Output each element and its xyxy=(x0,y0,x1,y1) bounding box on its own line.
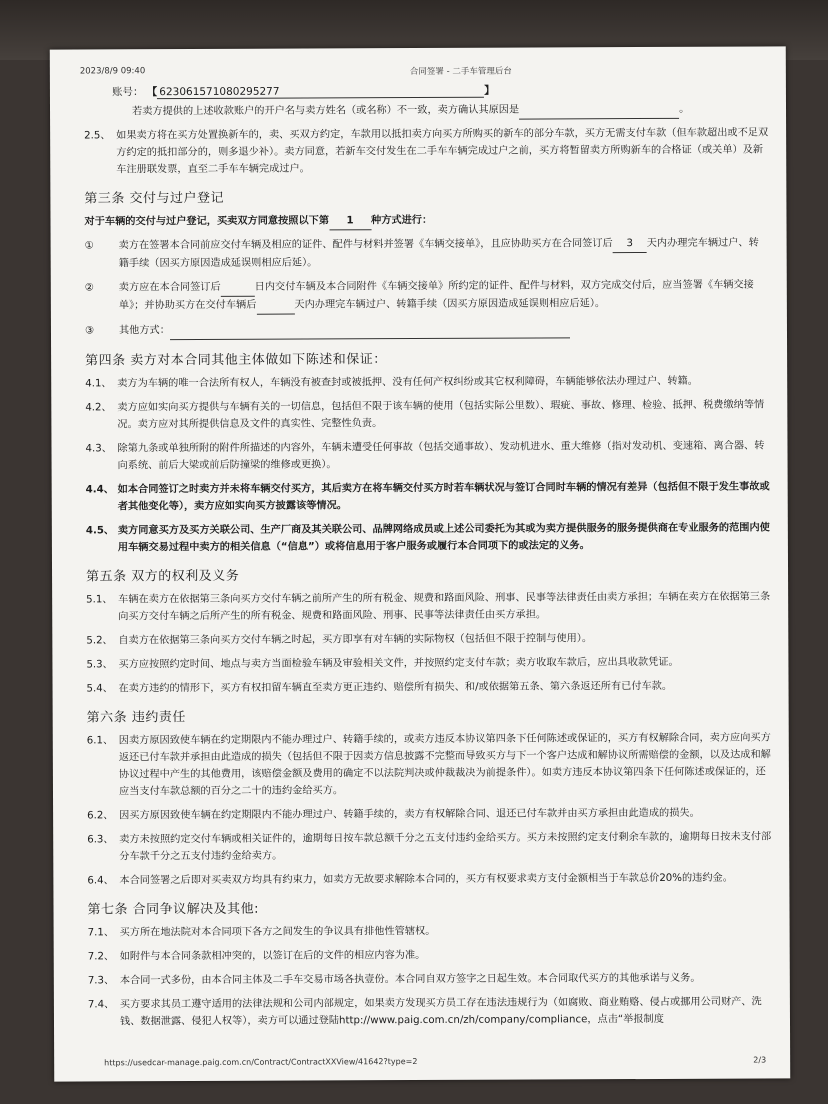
option-1-text-end: 天内办理完车辆过户、转籍手续（因买方原因造成延误则相应后延）。 xyxy=(118,237,759,270)
account-line xyxy=(112,83,495,100)
option-2-text: 卖方应在本合同签订后 xyxy=(118,281,221,294)
clause-4-4 xyxy=(86,478,770,515)
account-close-bracket: 】 xyxy=(484,84,495,97)
option-3-text: 其他方式： xyxy=(118,325,170,337)
delivery-intro-end: 种方式进行： xyxy=(370,214,433,227)
delivery-intro: 对于车辆的交付与过户登记，买卖双方同意按照以下第 xyxy=(84,215,330,228)
contract-page xyxy=(50,46,790,1081)
mismatch-text: 若卖方提供的上述收款账户的开户名与卖方姓名（或名称）不一致，卖方确认其原因是 xyxy=(131,104,520,118)
clause-text: 卖方为车辆的唯一合法所有权人，车辆没有被查封或被抵押、没有任何产权纠纷或其它权利障碍，车辆能够依法办理过户、转籍。 xyxy=(117,375,698,390)
clause-text: 买方应按照约定时间、地点与卖方当面检验车辆及审验相关文件，并按照约定支付车款；卖方收取车款后，应出具收款凭证。 xyxy=(118,656,679,671)
clause-text: 因卖方原因致使车辆在约定期限内不能办理过户、转籍手续的，或卖方违反本协议第四条下任何陈述或保证的，买方有权解除合同，卖方应向买方返还已付车款并承担由此造成的损失（包括但不限于因卖方信息披露不完整而导致买方与下一个客户达成和解协议所需赔偿的金额，以及达成和解协议过程中产生的其他费用，该赔偿金额及费用的确定不以法院判决或仲裁裁决为前提条件）。如卖方违反本协议第四条下任何陈述或保证的，还应当支付车款总额的百分之二十的违约金给买方。 xyxy=(118,732,771,798)
clause-number: 7.1、 xyxy=(87,927,115,939)
clause-4-3 xyxy=(85,437,769,474)
option-2-text-mid: 日内交付车辆及本合同附件《车辆交接单》所约定的证件、配件与材料，双方完成交付后，应当签署《车辆交接单》；并协助买方在交付车辆后 xyxy=(118,279,754,312)
clause-text: 在卖方违约的情形下，买方有权扣留车辆直至卖方更正违约、赔偿所有损失、和/或依据第五条、第六条返还所有已付车款。 xyxy=(118,680,673,695)
clause-text: 如本合同签订之时卖方并未将车辆交付买方，其后卖方在将车辆交付买方时若车辆状况与签订合同时车辆的情况有差异（包括但不限于发生事故或者其他变化等），卖方应如实向买方披露该等情况。 xyxy=(117,481,770,513)
clause-5-4 xyxy=(87,677,771,697)
clause-7-4 xyxy=(88,993,772,1030)
clause-text: 卖方未按照约定交付车辆或相关证件的，逾期每日按车款总额千分之五支付违约金给买方。买方未按照约定支付剩余车款的，逾期每日按未支付部分车款千分之五支付违约金给卖方。 xyxy=(119,831,772,863)
clause-number: 6.2、 xyxy=(87,810,114,822)
delivery-method-number: 1 xyxy=(329,212,371,230)
clause-7-1 xyxy=(88,921,772,941)
account-open-bracket: 【 xyxy=(146,86,158,99)
section-7-title: 第七条 合同争议解决及其他: xyxy=(87,901,260,918)
account-number: 623061571080295277 xyxy=(157,85,484,99)
page-number: 2/3 xyxy=(753,1055,767,1065)
page-url: https://usedcar-manage.paig.com.cn/Contract/ContractXXView/41642?type=2 xyxy=(104,1057,418,1068)
clause-number: 4.2、 xyxy=(85,402,112,414)
clause-number: 5.3、 xyxy=(86,659,113,671)
clause-number: 7.2、 xyxy=(87,951,115,963)
clause-number: 7.3、 xyxy=(87,975,115,987)
account-label: 账号： xyxy=(111,86,144,99)
option-2 xyxy=(85,276,769,315)
clause-6-2 xyxy=(87,804,771,824)
clause-text: 如果卖方将在买方处置换新车的，卖、买双方约定，车款用以抵扣卖方向买方所购买的新车的部分车款，买方无需支付车款（但车款超出或不足双方约定的抵扣部分的，则多退少补）。卖方同意，若新车交付发生在二手车车辆完成过户之前，买方将暂留卖方所购新车的合格证（或关单）及新车注册联发票，直至二手车车辆完成过户。 xyxy=(116,127,769,176)
clause-text: 买方要求其员工遵守适用的法律法规和公司内部规定，如果卖方发现买方员工存在违法违规行为（如腐败、商业贿赂、侵占或挪用公司财产、洗钱、数据泄露、侵犯人权等），卖方可以通过登陆http://www.paig.com.cn/zh/company/compliance，点击“举报制度 xyxy=(119,996,762,1028)
option-number: ① xyxy=(84,240,94,252)
clause-4-5 xyxy=(86,519,770,556)
clause-number: 5.2、 xyxy=(86,635,113,647)
clause-number: 5.1、 xyxy=(86,594,113,606)
print-footer xyxy=(104,1055,767,1068)
clause-6-1 xyxy=(87,729,771,800)
option-number: ② xyxy=(84,282,94,294)
section-4-title: 第四条 卖方对本合同其他主体做如下陈述和保证： xyxy=(85,352,387,369)
clause-5-3 xyxy=(86,653,770,673)
clause-number: 4.5、 xyxy=(85,525,115,537)
option-1-text: 卖方在签署本合同前应交付车辆及相应的证件、配件与材料并签署《车辆交接单》，且应协助买方在合同签订后 xyxy=(118,238,613,252)
option-2-text-end: 天内办理完车辆过户、转籍手续（因买方原因造成延误则相应后延）。 xyxy=(294,298,606,311)
clause-text: 除第九条或单独所附的附件所描述的内容外，车辆未遭受任何事故（包括交通事故）、发动机进水、重大维修（指对发动机、变速箱、离合器、转向系统、前后大梁或前后防撞梁的维修或更换）。 xyxy=(117,440,765,472)
clause-number: 4.4、 xyxy=(85,484,114,496)
clause-number: 4.1、 xyxy=(85,378,112,390)
clause-6-4 xyxy=(87,869,771,889)
clause-number: 4.3、 xyxy=(85,443,112,455)
option-1-days: 3 xyxy=(613,235,647,253)
clause-text: 本合同一式多份，由本合同主体及二手车交易市场各执壹份。本合同自双方签字之日起生效。本合同取代买方的其他承诺与义务。 xyxy=(119,972,701,987)
delivery-method-line xyxy=(84,210,768,231)
clause-number: 7.4、 xyxy=(87,999,115,1011)
clause-number: 5.4、 xyxy=(86,683,113,695)
clause-5-2 xyxy=(86,629,770,649)
clause-7-2 xyxy=(88,945,772,965)
print-title: 合同签署 - 二手车管理后台 xyxy=(409,66,512,78)
clause-text: 本合同签署之后即对买卖双方均具有约束力，如卖方无故要求解除本合同的，买方有权要求卖方支付金额相当于车款总价20%的违约金。 xyxy=(119,872,733,887)
mismatch-reason-blank xyxy=(519,101,679,120)
section-3-title: 第三条 交付与过户登记 xyxy=(84,190,225,207)
clause-number: 6.3、 xyxy=(87,834,114,846)
clause-text: 卖方应如实向买方提供与车辆有关的一切信息，包括但不限于该车辆的使用（包括实际公里数）、瑕疵、事故、修理、检验、抵押、税费缴纳等情况。卖方应对其所提供信息及文件的真实性、完整性负责。 xyxy=(117,399,765,431)
clause-text: 因买方原因致使车辆在约定期限内不能办理过户、转籍手续的，卖方有权解除合同、退还已付车款并由买方承担由此造成的损失。 xyxy=(119,807,700,822)
option-2-days-blank xyxy=(221,279,255,297)
clause-4-1 xyxy=(85,372,769,392)
clause-number: 2.5、 xyxy=(84,130,111,142)
clause-text: 买方所在地法院对本合同项下各方之间发生的争议具有排他性管辖权。 xyxy=(119,925,436,939)
print-header xyxy=(79,63,766,78)
clause-6-3 xyxy=(87,828,771,865)
option-1 xyxy=(85,234,769,272)
option-number: ③ xyxy=(84,325,95,337)
clause-5-1 xyxy=(86,588,770,625)
clause-text: 车辆在卖方在依据第三条向买方交付车辆之前所产生的所有税金、规费和路面风险、刑事、民事等法律责任由卖方承担；车辆在卖方在依据第三条向买方交付车辆之后所产生的所有税金、规费和路面风险、刑事、民事等法律责任由买方承担。 xyxy=(118,591,771,623)
seller-name-mismatch-line: 若卖方提供的上述收款账户的开户名与卖方姓名（或名称）不一致，卖方确认其原因是 。 xyxy=(84,100,768,121)
option-2-transfer-days-blank xyxy=(256,297,294,315)
clause-2-5 xyxy=(84,124,768,178)
section-5-title: 第五条 双方的权利及义务 xyxy=(86,568,240,585)
clause-text: 自卖方在依据第三条向买方交付车辆之时起，买方即享有对车辆的实际物权（包括但不限于控制与使用）。 xyxy=(118,633,593,647)
clause-4-2 xyxy=(85,396,769,433)
contract-body xyxy=(84,100,772,1037)
section-6-title: 第六条 违约责任 xyxy=(86,710,186,726)
print-datetime: 2023/8/9 09:40 xyxy=(79,66,146,77)
clause-text: 卖方同意买方及买方关联公司、生产厂商及其关联公司、品牌网络成员或上述公司委托为其或为卖方提供服务的服务提供商在专业服务的范围内使用车辆交易过程中卖方的相关信息（“信息”）或将信息用于客户服务或履行本合同项下的或法定的义务。 xyxy=(117,522,770,554)
clause-number: 6.4、 xyxy=(87,875,114,887)
clause-text: 如附件与本合同条款相冲突的，以签订在后的文件的相应内容为准。 xyxy=(119,949,426,963)
other-method-blank xyxy=(170,320,570,340)
clause-number: 6.1、 xyxy=(86,735,114,747)
clause-7-3 xyxy=(88,969,772,989)
option-3 xyxy=(85,319,769,340)
